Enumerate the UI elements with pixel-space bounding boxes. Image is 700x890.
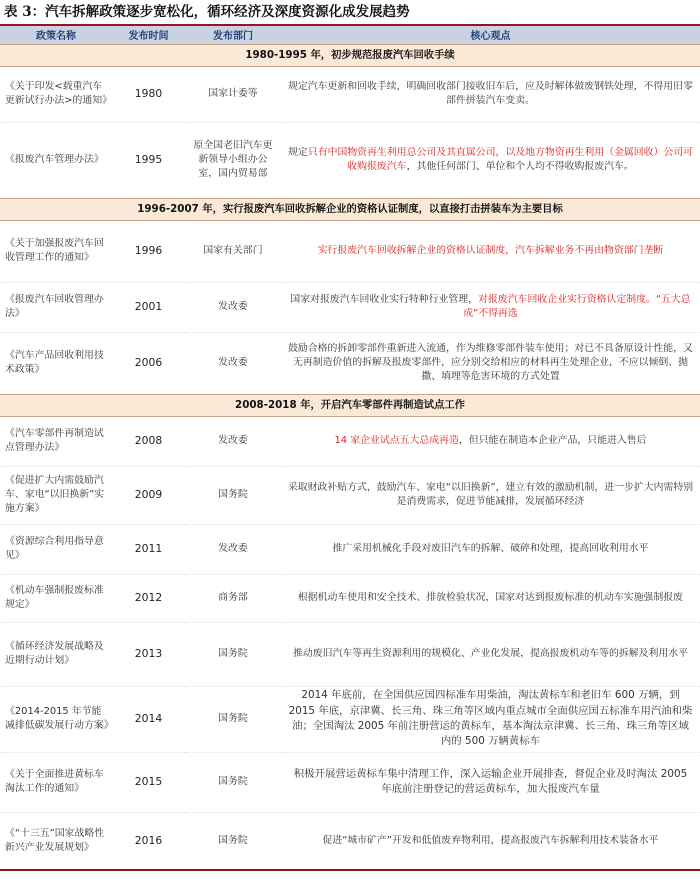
policy-name-cell: 《报废汽车管理办法》 (0, 122, 112, 198)
policy-name-cell: 《机动车强制报废标准规定》 (0, 574, 112, 622)
table-row (0, 466, 700, 524)
table-row (0, 524, 700, 574)
release-year-cell: 2013 (112, 622, 185, 686)
policy-name-cell: 《循环经济发展战略及近期行动计划》 (0, 622, 112, 686)
release-year-cell: 1980 (112, 66, 185, 122)
department-cell: 国务院 (185, 466, 281, 524)
department-cell: 发改委 (185, 332, 281, 394)
policy-table (0, 24, 700, 871)
table-row (0, 332, 700, 394)
department-cell: 国务院 (185, 686, 281, 752)
table-row (0, 122, 700, 198)
table-header-row (0, 25, 700, 44)
period-row (0, 198, 700, 220)
policy-name-cell: 《关于印发<载重汽车更新试行办法>的通知》 (0, 66, 112, 122)
period-label: 1996-2007 年，实行报废汽车回收拆解企业的资格认证制度，以直接打击拼装车为主要目标 (0, 198, 700, 220)
table-row (0, 416, 700, 466)
view-text: 规定 (288, 146, 308, 158)
view-text: 推广采用机械化手段对废旧汽车的拆解、破碎和处理，提高回收利用水平 (332, 542, 649, 554)
policy-name-cell: 《“十三五”国家战略性新兴产业发展规划》 (0, 812, 112, 870)
department-cell: 国家计委等 (185, 66, 281, 122)
table-row (0, 574, 700, 622)
period-label: 1980-1995 年，初步规范报废汽车回收手续 (0, 44, 700, 66)
policy-name-cell: 《资源综合利用指导意见》 (0, 524, 112, 574)
department-cell: 国务院 (185, 812, 281, 870)
view-text: 积极开展营运黄标车集中清理工作，深入运输企业开展排查，督促企业及时淘汰 2005 年底前注册登记的营运黄标车，加大报废汽车量 (293, 767, 688, 795)
release-year-cell: 2009 (112, 466, 185, 524)
release-year-cell: 2012 (112, 574, 185, 622)
table-row (0, 220, 700, 282)
policy-name-cell: 《2014-2015 年节能减排低碳发展行动方案》 (0, 686, 112, 752)
core-view-cell (281, 122, 700, 198)
department-cell: 原全国老旧汽车更新领导小组办公室，国内贸易部 (185, 122, 281, 198)
department-cell: 国务院 (185, 622, 281, 686)
table-row (0, 752, 700, 812)
core-view-cell (281, 466, 700, 524)
table-title: 表 3：汽车拆解政策逐步宽松化，循环经济及深度资源化成发展趋势 (4, 4, 410, 20)
view-text: 2014 年底前，在全国供应国四标准车用柴油，淘汰黄标车和老旧车 600 万辆，到 2015 年底，京津冀、长三角、珠三角等区域内重点城市全面供应国五标准车用汽油和柴油；全国淘汰 2005 年前注册营运的黄标车，基本淘汰京津冀、长三角、珠三角等区域内的 500 万辆黄标车 (288, 689, 693, 748)
highlighted-text: 只有中国物资再生利用总公司及其直属公司，以及地方物资再生利用（金属回收）公司可收购报废汽车 (307, 146, 693, 172)
department-cell: 国家有关部门 (185, 220, 281, 282)
policy-name-cell: 《关于全面推进黄标车淘汰工作的通知》 (0, 752, 112, 812)
view-text: 国家对报废汽车回收业实行特种行业管理， (290, 293, 479, 305)
header-policy-name: 政策名称 (0, 25, 112, 44)
release-year-cell: 2008 (112, 416, 185, 466)
view-text: 鼓励合格的拆卸零部件重新进入流通，作为维修零部件装车使用；对已不具备原设计性能，又无再制造价值的拆解及报废零部件，应分别交给相应的材料再生处理企业，不应以倾倒、抛撒、填埋等危害环境的方式处置 (288, 342, 693, 383)
core-view-cell (281, 524, 700, 574)
view-text: 推动废旧汽车等再生资源利用的规模化、产业化发展，提高报废机动车等的拆解及利用水平 (292, 647, 688, 659)
highlighted-text: 对报废汽车回收企业实行资格认定制度。“五大总成”不得再选 (463, 293, 691, 319)
table-row (0, 282, 700, 332)
release-year-cell: 1995 (112, 122, 185, 198)
table-row (0, 812, 700, 870)
release-year-cell: 2016 (112, 812, 185, 870)
release-year-cell: 2001 (112, 282, 185, 332)
view-text: ，但只能在制造本企业产品，只能进入售后 (458, 434, 647, 446)
policy-name-cell: 《汽车零部件再制造试点管理办法》 (0, 416, 112, 466)
policy-name-cell: 《汽车产品回收利用技术政策》 (0, 332, 112, 394)
core-view-cell (281, 622, 700, 686)
table-body (0, 44, 700, 870)
core-view-cell (281, 332, 700, 394)
policy-name-cell: 《促进扩大内需鼓励汽车、家电“以旧换新”实施方案》 (0, 466, 112, 524)
department-cell: 发改委 (185, 282, 281, 332)
release-year-cell: 1996 (112, 220, 185, 282)
department-cell: 商务部 (185, 574, 281, 622)
core-view-cell (281, 574, 700, 622)
view-text: 采取财政补贴方式，鼓励汽车、家电“以旧换新”，建立有效的激励机制，进一步扩大内需特别是消费需求，促进节能减排，发展循环经济 (287, 481, 694, 507)
policy-name-cell: 《报废汽车回收管理办法》 (0, 282, 112, 332)
release-year-cell: 2014 (112, 686, 185, 752)
core-view-cell (281, 66, 700, 122)
release-year-cell: 2011 (112, 524, 185, 574)
department-cell: 发改委 (185, 416, 281, 466)
table-row (0, 66, 700, 122)
period-row (0, 394, 700, 416)
view-text: 促进“城市矿产”开发和低值废弃物利用，提高报废汽车拆解利用技术装备水平 (322, 834, 659, 846)
release-year-cell: 2015 (112, 752, 185, 812)
core-view-cell (281, 686, 700, 752)
highlighted-text: 14 家企业试点五大总成再造 (334, 434, 459, 446)
department-cell: 发改委 (185, 524, 281, 574)
release-year-cell: 2006 (112, 332, 185, 394)
period-label: 2008-2018 年，开启汽车零部件再制造试点工作 (0, 394, 700, 416)
policy-name-cell: 《关于加强报废汽车回收管理工作的通知》 (0, 220, 112, 282)
core-view-cell (281, 282, 700, 332)
view-text: ，其他任何部门、单位和个人均不得收购报废汽车。 (406, 161, 634, 172)
header-release-date: 发布时间 (112, 25, 185, 44)
core-view-cell (281, 752, 700, 812)
view-text: 规定汽车更新和回收手续，明确回收部门接收旧车后，应及时解体做废钢铁处理，不得用旧零部件拼装汽车变卖。 (288, 80, 693, 106)
department-cell: 国务院 (185, 752, 281, 812)
core-view-cell (281, 416, 700, 466)
table-row (0, 622, 700, 686)
table-row (0, 686, 700, 752)
period-row (0, 44, 700, 66)
highlighted-text: 实行报废汽车回收拆解企业的资格认证制度，汽车拆解业务不再由物资部门垄断 (317, 244, 664, 256)
header-department: 发布部门 (185, 25, 281, 44)
core-view-cell (281, 812, 700, 870)
header-core-view: 核心观点 (281, 25, 700, 44)
view-text: 根据机动车使用和安全技术、排放检验状况，国家对达到报废标准的机动车实施强制报废 (297, 591, 684, 603)
core-view-cell (281, 220, 700, 282)
